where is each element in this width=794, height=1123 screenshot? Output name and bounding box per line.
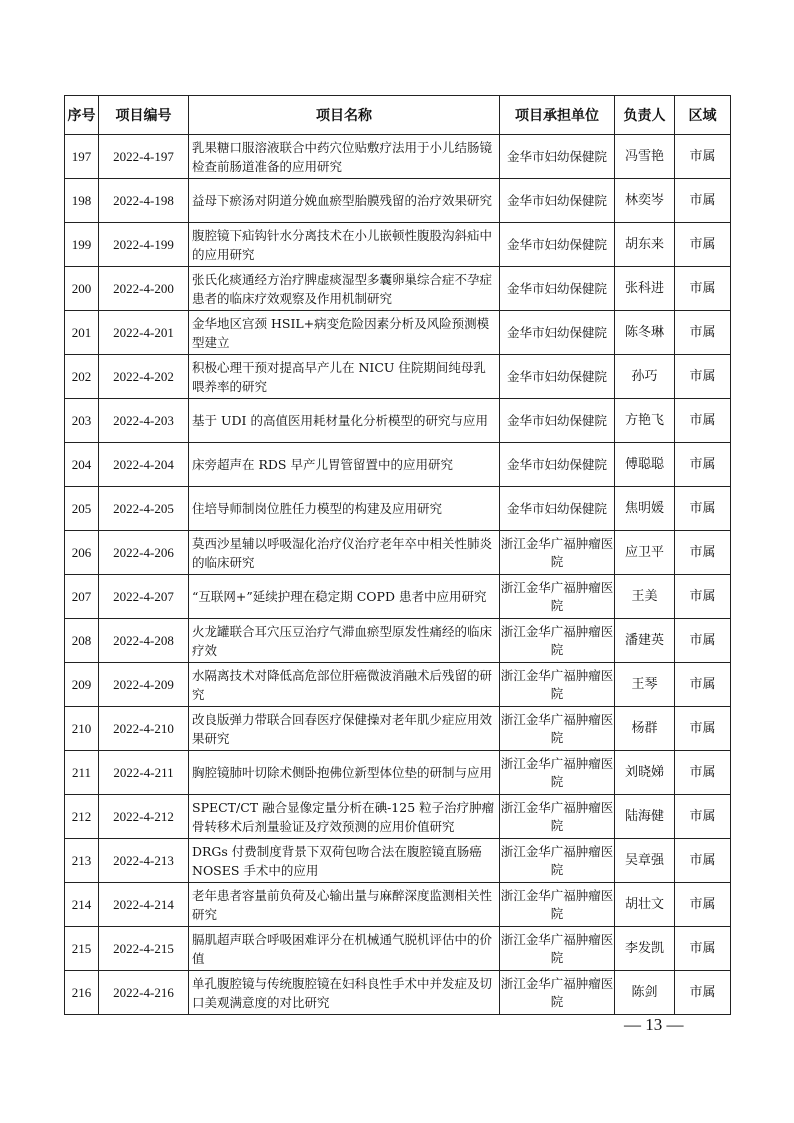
serial-number-cell: 205 (65, 487, 99, 531)
undertaking-unit-cell: 浙江金华广福肿瘤医院 (500, 707, 615, 751)
project-code-cell: 2022-4-214 (99, 883, 189, 927)
serial-number-cell: 203 (65, 399, 99, 443)
project-name-cell: 莫西沙星辅以呼吸湿化治疗仪治疗老年卒中相关性肺炎的临床研究 (189, 531, 500, 575)
undertaking-unit-cell: 浙江金华广福肿瘤医院 (500, 575, 615, 619)
header-serial-number: 序号 (65, 96, 99, 135)
project-code-cell: 2022-4-205 (99, 487, 189, 531)
table-body (65, 135, 731, 1015)
project-code-cell: 2022-4-202 (99, 355, 189, 399)
serial-number-cell: 206 (65, 531, 99, 575)
project-code-cell: 2022-4-204 (99, 443, 189, 487)
project-name-cell: 膈肌超声联合呼吸困难评分在机械通气脱机评估中的价值 (189, 927, 500, 971)
region-cell: 市属 (675, 399, 731, 443)
undertaking-unit-cell: 金华市妇幼保健院 (500, 223, 615, 267)
table-row (65, 135, 731, 179)
region-cell: 市属 (675, 927, 731, 971)
project-name-cell: 腹腔镜下疝钩针水分离技术在小儿嵌顿性腹股沟斜疝中的应用研究 (189, 223, 500, 267)
region-cell: 市属 (675, 135, 731, 179)
leader-cell: 杨群 (615, 707, 675, 751)
project-name-cell: DRGs 付费制度背景下双荷包吻合法在腹腔镜直肠癌 NOSES 手术中的应用 (189, 839, 500, 883)
undertaking-unit-cell: 金华市妇幼保健院 (500, 487, 615, 531)
project-code-cell: 2022-4-197 (99, 135, 189, 179)
table-row (65, 267, 731, 311)
leader-cell: 吴章强 (615, 839, 675, 883)
project-name-cell: 改良版弹力带联合回春医疗保健操对老年肌少症应用效果研究 (189, 707, 500, 751)
table-row (65, 399, 731, 443)
region-cell: 市属 (675, 487, 731, 531)
serial-number-cell: 198 (65, 179, 99, 223)
serial-number-cell: 200 (65, 267, 99, 311)
leader-cell: 胡东来 (615, 223, 675, 267)
table-row (65, 839, 731, 883)
serial-number-cell: 214 (65, 883, 99, 927)
project-code-cell: 2022-4-203 (99, 399, 189, 443)
serial-number-cell: 213 (65, 839, 99, 883)
header-region: 区域 (675, 96, 731, 135)
undertaking-unit-cell: 浙江金华广福肿瘤医院 (500, 531, 615, 575)
serial-number-cell: 215 (65, 927, 99, 971)
project-code-cell: 2022-4-200 (99, 267, 189, 311)
region-cell: 市属 (675, 179, 731, 223)
undertaking-unit-cell: 金华市妇幼保健院 (500, 267, 615, 311)
leader-cell: 孙巧 (615, 355, 675, 399)
region-cell: 市属 (675, 619, 731, 663)
table-row (65, 663, 731, 707)
undertaking-unit-cell: 浙江金华广福肿瘤医院 (500, 619, 615, 663)
table-row (65, 355, 731, 399)
leader-cell: 林奕岑 (615, 179, 675, 223)
region-cell: 市属 (675, 795, 731, 839)
leader-cell: 陈冬琳 (615, 311, 675, 355)
project-code-cell: 2022-4-211 (99, 751, 189, 795)
project-name-cell: 积极心理干预对提高早产儿在 NICU 住院期间纯母乳喂养率的研究 (189, 355, 500, 399)
project-code-cell: 2022-4-198 (99, 179, 189, 223)
table-row (65, 751, 731, 795)
project-code-cell: 2022-4-212 (99, 795, 189, 839)
leader-cell: 陈剑 (615, 971, 675, 1015)
region-cell: 市属 (675, 663, 731, 707)
serial-number-cell: 202 (65, 355, 99, 399)
serial-number-cell: 211 (65, 751, 99, 795)
project-name-cell: 金华地区宫颈 HSIL+病变危险因素分析及风险预测模型建立 (189, 311, 500, 355)
project-code-cell: 2022-4-208 (99, 619, 189, 663)
region-cell: 市属 (675, 883, 731, 927)
table-row (65, 487, 731, 531)
leader-cell: 陆海健 (615, 795, 675, 839)
project-code-cell: 2022-4-210 (99, 707, 189, 751)
table-row (65, 795, 731, 839)
undertaking-unit-cell: 金华市妇幼保健院 (500, 311, 615, 355)
table-row (65, 311, 731, 355)
leader-cell: 傅聪聪 (615, 443, 675, 487)
project-name-cell: 单孔腹腔镜与传统腹腔镜在妇科良性手术中并发症及切口美观满意度的对比研究 (189, 971, 500, 1015)
project-code-cell: 2022-4-215 (99, 927, 189, 971)
region-cell: 市属 (675, 267, 731, 311)
project-code-cell: 2022-4-216 (99, 971, 189, 1015)
project-code-cell: 2022-4-199 (99, 223, 189, 267)
region-cell: 市属 (675, 751, 731, 795)
project-code-cell: 2022-4-213 (99, 839, 189, 883)
leader-cell: 应卫平 (615, 531, 675, 575)
header-undertaking-unit: 项目承担单位 (500, 96, 615, 135)
leader-cell: 焦明媛 (615, 487, 675, 531)
serial-number-cell: 199 (65, 223, 99, 267)
leader-cell: 王琴 (615, 663, 675, 707)
table-header-row (65, 96, 731, 135)
table-row (65, 223, 731, 267)
region-cell: 市属 (675, 531, 731, 575)
table-row (65, 179, 731, 223)
region-cell: 市属 (675, 575, 731, 619)
header-project-name: 项目名称 (189, 96, 500, 135)
leader-cell: 刘晓娣 (615, 751, 675, 795)
project-code-cell: 2022-4-206 (99, 531, 189, 575)
serial-number-cell: 197 (65, 135, 99, 179)
project-name-cell: 床旁超声在 RDS 早产儿胃管留置中的应用研究 (189, 443, 500, 487)
undertaking-unit-cell: 金华市妇幼保健院 (500, 399, 615, 443)
undertaking-unit-cell: 浙江金华广福肿瘤医院 (500, 663, 615, 707)
leader-cell: 潘建英 (615, 619, 675, 663)
project-code-cell: 2022-4-209 (99, 663, 189, 707)
region-cell: 市属 (675, 355, 731, 399)
serial-number-cell: 209 (65, 663, 99, 707)
leader-cell: 方艳飞 (615, 399, 675, 443)
leader-cell: 张科进 (615, 267, 675, 311)
table-row (65, 707, 731, 751)
region-cell: 市属 (675, 971, 731, 1015)
serial-number-cell: 204 (65, 443, 99, 487)
project-name-cell: 基于 UDI 的高值医用耗材量化分析模型的研究与应用 (189, 399, 500, 443)
project-name-cell: 益母下瘀汤对阴道分娩血瘀型胎膜残留的治疗效果研究 (189, 179, 500, 223)
table-row (65, 971, 731, 1015)
project-name-cell: 住培导师制岗位胜任力模型的构建及应用研究 (189, 487, 500, 531)
table-row (65, 531, 731, 575)
leader-cell: 王美 (615, 575, 675, 619)
serial-number-cell: 212 (65, 795, 99, 839)
serial-number-cell: 208 (65, 619, 99, 663)
header-leader: 负责人 (615, 96, 675, 135)
serial-number-cell: 201 (65, 311, 99, 355)
undertaking-unit-cell: 浙江金华广福肿瘤医院 (500, 883, 615, 927)
project-name-cell: “互联网+”延续护理在稳定期 COPD 患者中应用研究 (189, 575, 500, 619)
project-name-cell: 乳果糖口服溶液联合中药穴位贴敷疗法用于小儿结肠镜检查前肠道准备的应用研究 (189, 135, 500, 179)
header-project-code: 项目编号 (99, 96, 189, 135)
project-name-cell: 老年患者容量前负荷及心输出量与麻醉深度监测相关性研究 (189, 883, 500, 927)
project-code-cell: 2022-4-207 (99, 575, 189, 619)
undertaking-unit-cell: 浙江金华广福肿瘤医院 (500, 971, 615, 1015)
project-name-cell: 水隔离技术对降低高危部位肝癌微波消融术后残留的研究 (189, 663, 500, 707)
undertaking-unit-cell: 浙江金华广福肿瘤医院 (500, 795, 615, 839)
table-row (65, 575, 731, 619)
leader-cell: 胡壮文 (615, 883, 675, 927)
table-row (65, 443, 731, 487)
undertaking-unit-cell: 浙江金华广福肿瘤医院 (500, 839, 615, 883)
region-cell: 市属 (675, 707, 731, 751)
leader-cell: 冯雪艳 (615, 135, 675, 179)
region-cell: 市属 (675, 311, 731, 355)
table-row (65, 619, 731, 663)
serial-number-cell: 207 (65, 575, 99, 619)
serial-number-cell: 216 (65, 971, 99, 1015)
project-name-cell: 胸腔镜肺叶切除术侧卧抱佛位新型体位垫的研制与应用 (189, 751, 500, 795)
project-name-cell: 火龙罐联合耳穴压豆治疗气滞血瘀型原发性痛经的临床疗效 (189, 619, 500, 663)
project-table (64, 95, 731, 1015)
leader-cell: 李发凯 (615, 927, 675, 971)
region-cell: 市属 (675, 443, 731, 487)
serial-number-cell: 210 (65, 707, 99, 751)
undertaking-unit-cell: 金华市妇幼保健院 (500, 443, 615, 487)
project-name-cell: SPECT/CT 融合显像定量分析在碘-125 粒子治疗肿瘤骨转移术后剂量验证及疗效预测的应用价值研究 (189, 795, 500, 839)
undertaking-unit-cell: 金华市妇幼保健院 (500, 135, 615, 179)
undertaking-unit-cell: 浙江金华广福肿瘤医院 (500, 751, 615, 795)
page-number: — 13 — (624, 1015, 684, 1034)
project-name-cell: 张氏化痰通经方治疗脾虚痰湿型多囊卵巢综合症不孕症患者的临床疗效观察及作用机制研究 (189, 267, 500, 311)
table-row (65, 927, 731, 971)
project-code-cell: 2022-4-201 (99, 311, 189, 355)
region-cell: 市属 (675, 223, 731, 267)
region-cell: 市属 (675, 839, 731, 883)
undertaking-unit-cell: 金华市妇幼保健院 (500, 179, 615, 223)
undertaking-unit-cell: 金华市妇幼保健院 (500, 355, 615, 399)
table-row (65, 883, 731, 927)
undertaking-unit-cell: 浙江金华广福肿瘤医院 (500, 927, 615, 971)
